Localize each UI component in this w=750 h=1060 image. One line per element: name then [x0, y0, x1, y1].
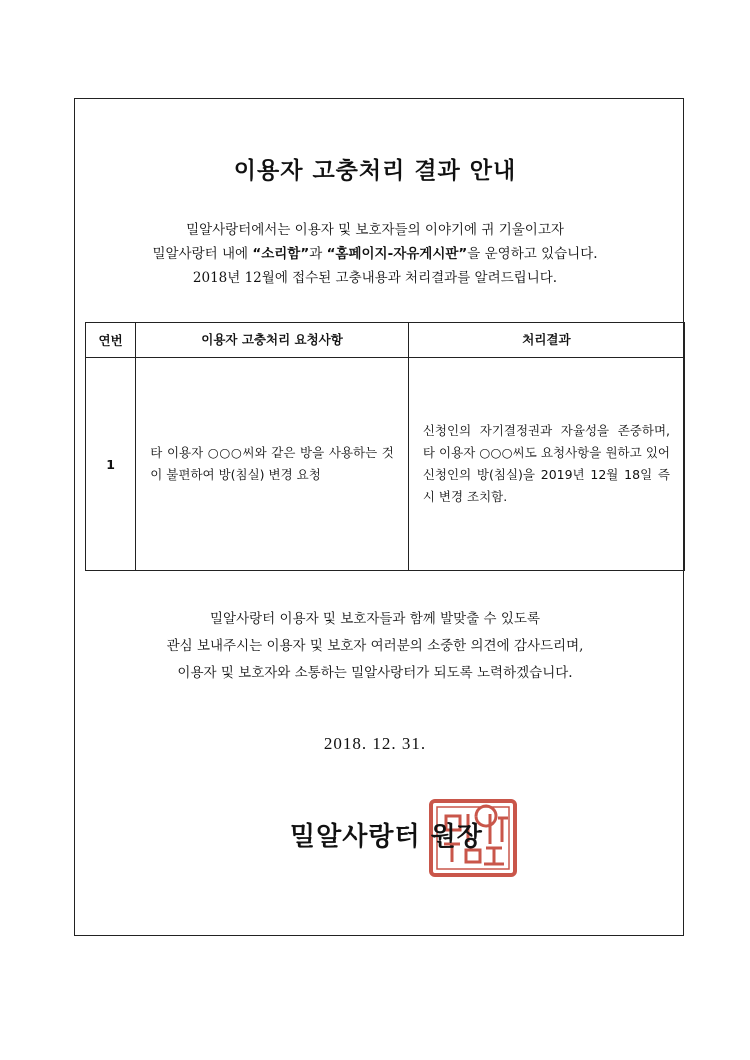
document-date: 2018. 12. 31. — [323, 734, 427, 753]
intro-sorihamn: “소리함” — [252, 246, 310, 262]
row-no: 1 — [86, 358, 136, 571]
table-row — [86, 358, 685, 571]
intro-line-2-pre: 밀알사랑터 내에 — [152, 246, 253, 262]
intro-line-1: 밀알사랑터에서는 이용자 및 보호자들의 이야기에 귀 기울이고자 — [186, 222, 564, 238]
header-no: 연번 — [86, 323, 136, 358]
table-header-row — [86, 323, 685, 358]
row-request: 타 이용자 ○○○씨와 같은 방을 사용하는 것이 불편하여 방(침실) 변경 요청 — [136, 358, 409, 571]
thanks-paragraph — [0, 606, 750, 687]
thanks-line-1: 밀알사랑터 이용자 및 보호자들과 함께 발맞출 수 있도록 — [210, 611, 540, 627]
header-result: 처리결과 — [408, 323, 684, 358]
grievance-table — [85, 322, 685, 571]
intro-homepage-board: “홈페이지-자유게시판” — [326, 246, 468, 262]
header-request: 이용자 고충처리 요청사항 — [136, 323, 409, 358]
document-title: 이용자 고충처리 결과 안내 — [233, 158, 517, 184]
thanks-line-2: 관심 보내주시는 이용자 및 보호자 여러분의 소중한 의견에 감사드리며, — [166, 638, 584, 654]
intro-line-2-mid: 과 — [309, 246, 327, 262]
signer-title: 밀알사랑터 원장 — [290, 822, 483, 852]
intro-line-2 — [0, 242, 750, 266]
intro-line-2-post: 을 운영하고 있습니다. — [467, 246, 598, 262]
thanks-line-3: 이용자 및 보호자와 소통하는 밀알사랑터가 되도록 노력하겠습니다. — [177, 665, 573, 681]
intro-paragraph — [0, 218, 750, 290]
row-result: 신청인의 자기결정권과 자율성을 존중하며, 타 이용자 ○○○씨도 요청사항을 원하고 있어 신청인의 방(침실)을 2019년 12월 18일 즉시 변경 조치함. — [408, 358, 684, 571]
intro-line-3: 2018년 12월에 접수된 고충내용과 처리결과를 알려드립니다. — [192, 270, 558, 286]
